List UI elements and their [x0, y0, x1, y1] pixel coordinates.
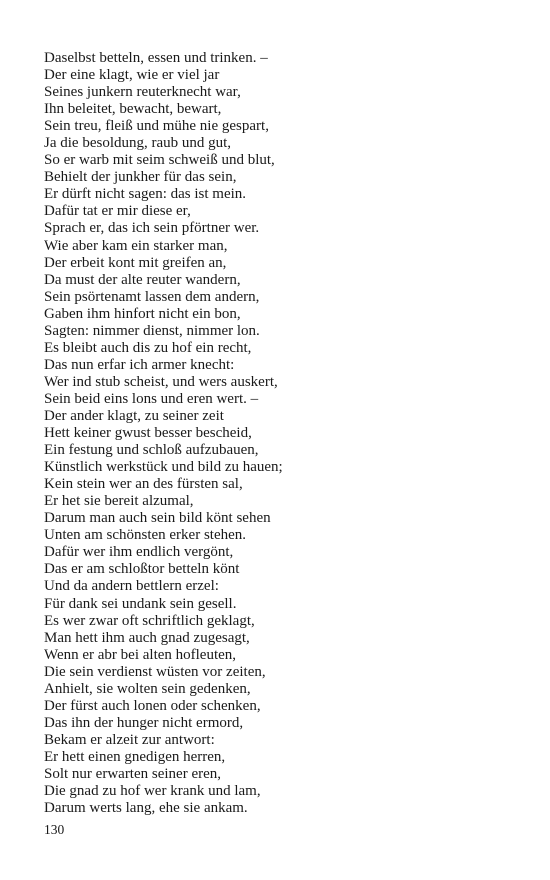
- poem-line: Sein psörtenamt lassen dem andern,: [44, 288, 260, 305]
- poem-line: Der eine klagt, wie er viel jar: [44, 67, 220, 84]
- poem-line: Sagten: nimmer dienst, nimmer lon.: [44, 322, 260, 339]
- poem-line: Bekam er alzeit zur antwort:: [44, 731, 215, 748]
- poem-line: Ein festung und schloß aufzubauen,: [44, 442, 259, 459]
- poem-line: Für dank sei undank sein gesell.: [44, 595, 237, 612]
- poem-line: So er warb mit seim schweiß und blut,: [44, 152, 275, 169]
- poem-text: [44, 50, 514, 817]
- poem-line: Dafür tat er mir diese er,: [44, 203, 191, 220]
- poem-line: Ihn beleitet, bewacht, bewart,: [44, 101, 222, 118]
- poem-line: Dafür wer ihm endlich vergönt,: [44, 544, 234, 561]
- poem-line: Der erbeit kont mit greifen an,: [44, 254, 227, 271]
- poem-line: Der ander klagt, zu seiner zeit: [44, 407, 224, 424]
- poem-line: Wie aber kam ein starker man,: [44, 237, 228, 254]
- poem-line: Darum werts lang, ehe sie ankam.: [44, 800, 248, 817]
- poem-line: Wer ind stub scheist, und wers auskert,: [44, 373, 278, 390]
- poem-line: Es bleibt auch dis zu hof ein recht,: [44, 339, 252, 356]
- poem-line: Kein stein wer an des fürsten sal,: [44, 476, 243, 493]
- poem-line: Das ihn der hunger nicht ermord,: [44, 714, 244, 731]
- poem-line: Das nun erfar ich armer knecht:: [44, 356, 235, 373]
- poem-line: Es wer zwar oft schriftlich geklagt,: [44, 612, 255, 629]
- poem-line: Die gnad zu hof wer krank und lam,: [44, 783, 261, 800]
- poem-line: Und da andern bettlern erzel:: [44, 578, 219, 595]
- poem-line: Daselbst betteln, essen und trinken. –: [44, 50, 268, 66]
- poem-line: Wenn er abr bei alten hofleuten,: [44, 646, 237, 663]
- poem-line: Sein treu, fleiß und mühe nie gespart,: [44, 118, 269, 135]
- poem-line: Sein beid eins lons und eren wert. –: [44, 390, 259, 407]
- poem-line: Die sein verdienst wüsten vor zeiten,: [44, 663, 266, 680]
- poem-line: Ja die besoldung, raub und gut,: [44, 135, 232, 152]
- poem-line: Sprach er, das ich sein pförtner wer.: [44, 220, 260, 237]
- page-number: 130: [44, 822, 65, 837]
- poem-line: Er dürft nicht sagen: das ist mein.: [44, 186, 247, 203]
- poem-line: Das er am schloßtor betteln könt: [44, 561, 240, 578]
- poem-line: Anhielt, sie wolten sein gedenken,: [44, 680, 251, 697]
- poem-line: Künstlich werkstück und bild zu hauen;: [44, 459, 283, 476]
- poem-line: Da must der alte reuter wandern,: [44, 271, 241, 288]
- poem-line: Seines junkern reuterknecht war,: [44, 84, 241, 101]
- poem-line: Darum man auch sein bild könt sehen: [44, 510, 271, 527]
- poem-line: Behielt der junkher für das sein,: [44, 169, 237, 186]
- poem-line: Er het sie bereit alzumal,: [44, 493, 194, 510]
- poem-line: Er hett einen gnedigen herren,: [44, 748, 226, 765]
- poem-line: Man hett ihm auch gnad zugesagt,: [44, 629, 250, 646]
- poem-line: Gaben ihm hinfort nicht ein bon,: [44, 305, 241, 322]
- poem-line: Solt nur erwarten seiner eren,: [44, 765, 222, 782]
- poem-line: Der fürst auch lonen oder schenken,: [44, 697, 261, 714]
- poem-line: Hett keiner gwust besser bescheid,: [44, 425, 252, 442]
- poem-line: Unten am schönsten erker stehen.: [44, 527, 247, 544]
